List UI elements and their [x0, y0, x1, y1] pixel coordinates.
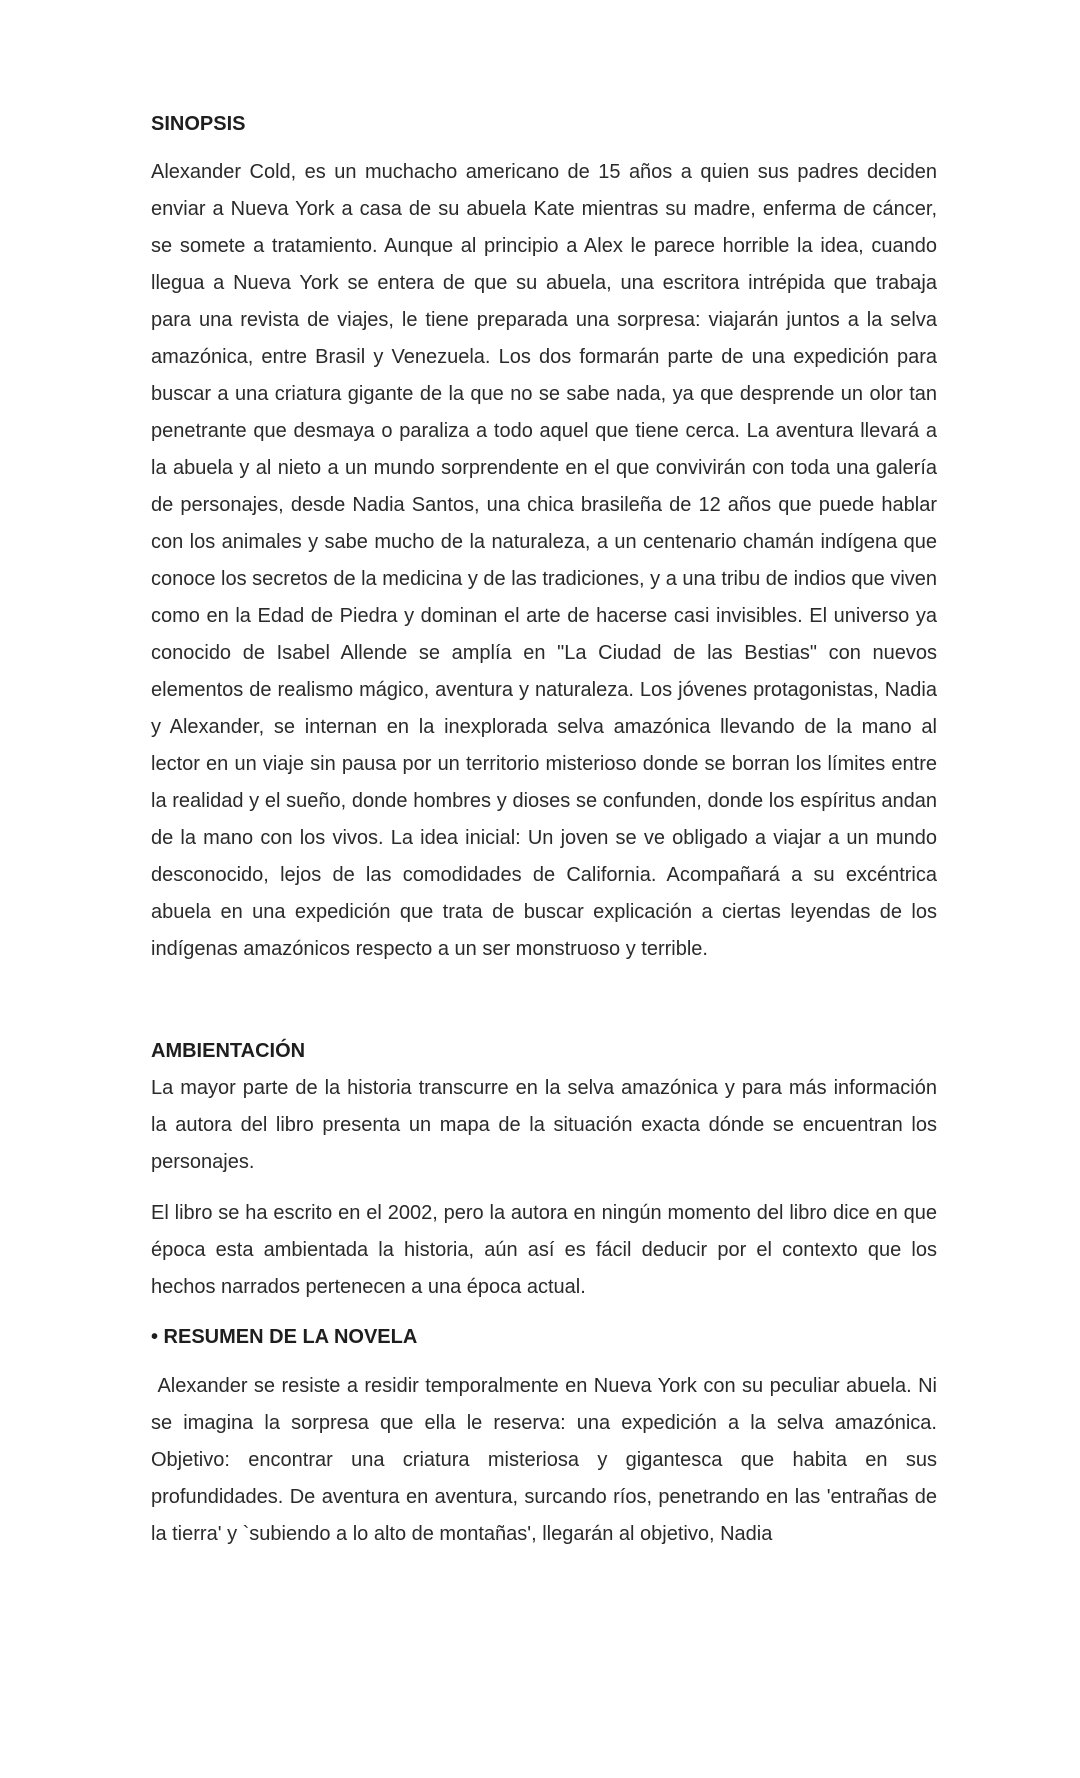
ambientacion-paragraph-2: El libro se ha escrito en el 2002, pero la autora en ningún momento del libro dice en que época esta ambientada la historia, aún así es fácil deducir por el contexto que los hechos narrados pertenecen a una época actual.: [151, 1202, 937, 1298]
section-title-sinopsis: SINOPSIS: [151, 113, 246, 135]
sinopsis-paragraph: Alexander Cold, es un muchacho americano de 15 años a quien sus padres deciden enviar a Nueva York a casa de su abuela Kate mientras su madre, enferma de cáncer, se somete a tratamiento. Aunque al principio a Alex le parece horrible la idea, cuando llegua a Nueva York se entera de que su abuela, una escritora intrépida que trabaja para una revista de viajes, le tiene preparada una sorpresa: viajarán juntos a la selva amazónica, entre Brasil y Venezuela. Los dos formarán parte de una expedición para buscar a una criatura gigante de la que no se sabe nada, ya que desprende un olor tan penetrante que desmaya o paraliza a todo aquel que tiene cerca. La aventura llevará a la abuela y al nieto a un mundo sorprendente en el que convivirán con toda una galería de personajes, desde Nadia Santos, una chica brasileña de 12 años que puede hablar con los animales y sabe mucho de la naturaleza, a un centenario chamán indígena que conoce los secretos de la medicina y de las tradiciones, y a una tribu de indios que viven como en la Edad de Piedra y dominan el arte de hacerse casi invisibles. El universo ya conocido de Isabel Allende se amplía en "La Ciudad de las Bestias" con nuevos elementos de realismo mágico, aventura y naturaleza. Los jóvenes protagonistas, Nadia y Alexander, se internan en la inexplorada selva amazónica llevando de la mano al lector en un viaje sin pausa por un territorio misterioso donde se borran los límites entre la realidad y el sueño, donde hombres y dioses se confunden, donde los espíritus andan de la mano con los vivos. La idea inicial: Un joven se ve obligado a viajar a un mundo desconocido, lejos de las comodidades de California. Acompañará a su excéntrica abuela en una expedición que trata de buscar explicación a ciertas leyendas de los indígenas amazónicos respecto a un ser monstruoso y terrible.: [151, 161, 938, 960]
resumen-paragraph: Alexander se resiste a residir temporalmente en Nueva York con su peculiar abuela. Ni se imagina la sorpresa que ella le reserva: una expedición a la selva amazónica. Objetivo: encontrar una criatura misteriosa y gigantesca que habita en sus profundidades. De aventura en aventura, surcando ríos, penetrando en las 'entrañas de la tierra' y `subiendo a lo alto de montañas', llegarán al objetivo, Nadia: [151, 1375, 943, 1545]
section-title-ambientacion: AMBIENTACIÓN: [151, 1040, 306, 1062]
ambientacion-paragraph-1: La mayor parte de la historia transcurre en la selva amazónica y para más información la autora del libro presenta un mapa de la situación exacta dónde se encuentran los personajes.: [151, 1077, 937, 1173]
section-title-resumen: • RESUMEN DE LA NOVELA: [151, 1326, 418, 1348]
document-page: [151, 106, 943, 1553]
